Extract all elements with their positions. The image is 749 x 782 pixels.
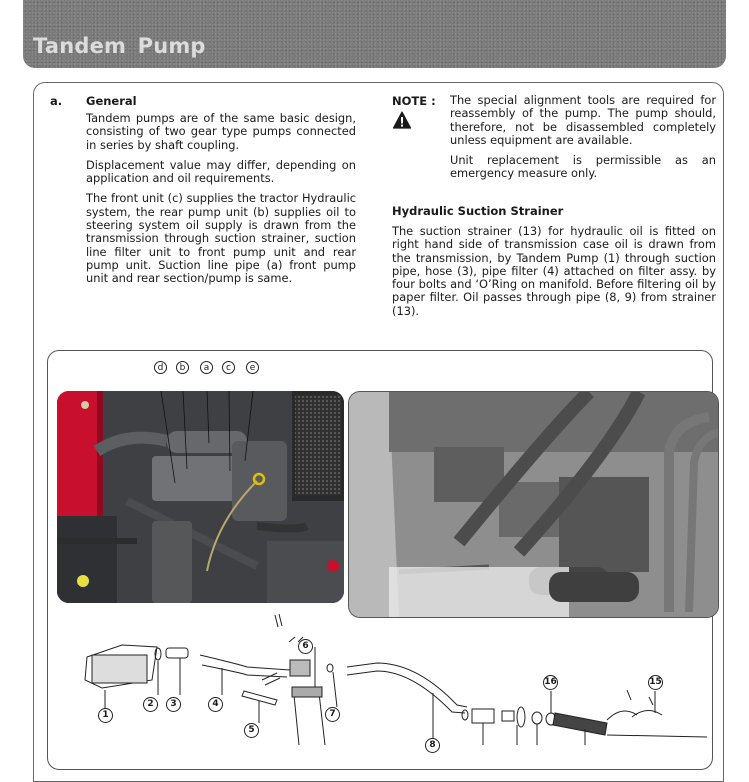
part-number-16: 16: [543, 675, 558, 690]
transmission-underside-photo: [348, 391, 719, 618]
paragraph: The special alignment tools are required for reassembly of the pump. The pump should, therefore, not be disassembled completely unless equipment are available.: [450, 93, 716, 147]
part-number-8: 8: [425, 738, 440, 753]
exploded-parts-diagram: [47, 605, 727, 745]
part-number-15: 15: [648, 675, 663, 690]
engine-pump-photo: [57, 391, 344, 603]
strainer-text: [392, 225, 716, 318]
page-title: Tandem Pump: [33, 34, 206, 58]
part-number-4: 4: [208, 697, 223, 712]
part-number-7: 7: [325, 707, 340, 722]
section-label: a.: [50, 94, 63, 108]
warning-triangle-icon: [393, 111, 411, 129]
paragraph: Displacement value may differ, depending on application and oil requirements.: [86, 157, 356, 186]
paragraph: The suction strainer (13) for hydraulic oil is fitted on right hand side of transmission case oil is drawn from the transmission, by Tandem Pump (1) through suction pipe, hose (3), pipe filter (4) attached on filter assy. by four bolts and ‘O’Ring on manifold. Before filtering oil by paper filter. Oil passes through pipe (8, 9) from strainer (13).: [392, 224, 716, 318]
callout-d: d: [154, 361, 167, 374]
paragraph: Tandem pumps are of the same basic design, consisting of two gear type pumps connected in series by shaft coupling.: [86, 111, 356, 152]
note-text: [450, 94, 716, 181]
note-label: NOTE :: [392, 94, 436, 108]
callout-b: b: [176, 361, 189, 374]
paragraph: The front unit (c) supplies the tractor Hydraulic system, the rear pump unit (b) supplies oil to steering system oil supply is drawn from the transmission through suction strainer, suction line filter unit to front pump unit and rear pump unit. Suction line pipe (a) front pump unit and rear section/pump is same.: [86, 191, 356, 286]
header-banner: [23, 0, 726, 68]
paragraph: Unit replacement is permissible as an emergency measure only.: [450, 153, 716, 181]
general-text: [86, 112, 356, 286]
part-number-2: 2: [143, 697, 158, 712]
part-number-1: 1: [98, 708, 113, 723]
part-number-6: 6: [298, 639, 313, 654]
callout-c: c: [222, 361, 235, 374]
part-number-3: 3: [166, 697, 181, 712]
callout-a: a: [200, 361, 213, 374]
section-heading-general: General: [86, 94, 137, 108]
section-heading-strainer: Hydraulic Suction Strainer: [392, 204, 564, 218]
part-number-5: 5: [244, 723, 259, 738]
callout-e: e: [246, 361, 259, 374]
